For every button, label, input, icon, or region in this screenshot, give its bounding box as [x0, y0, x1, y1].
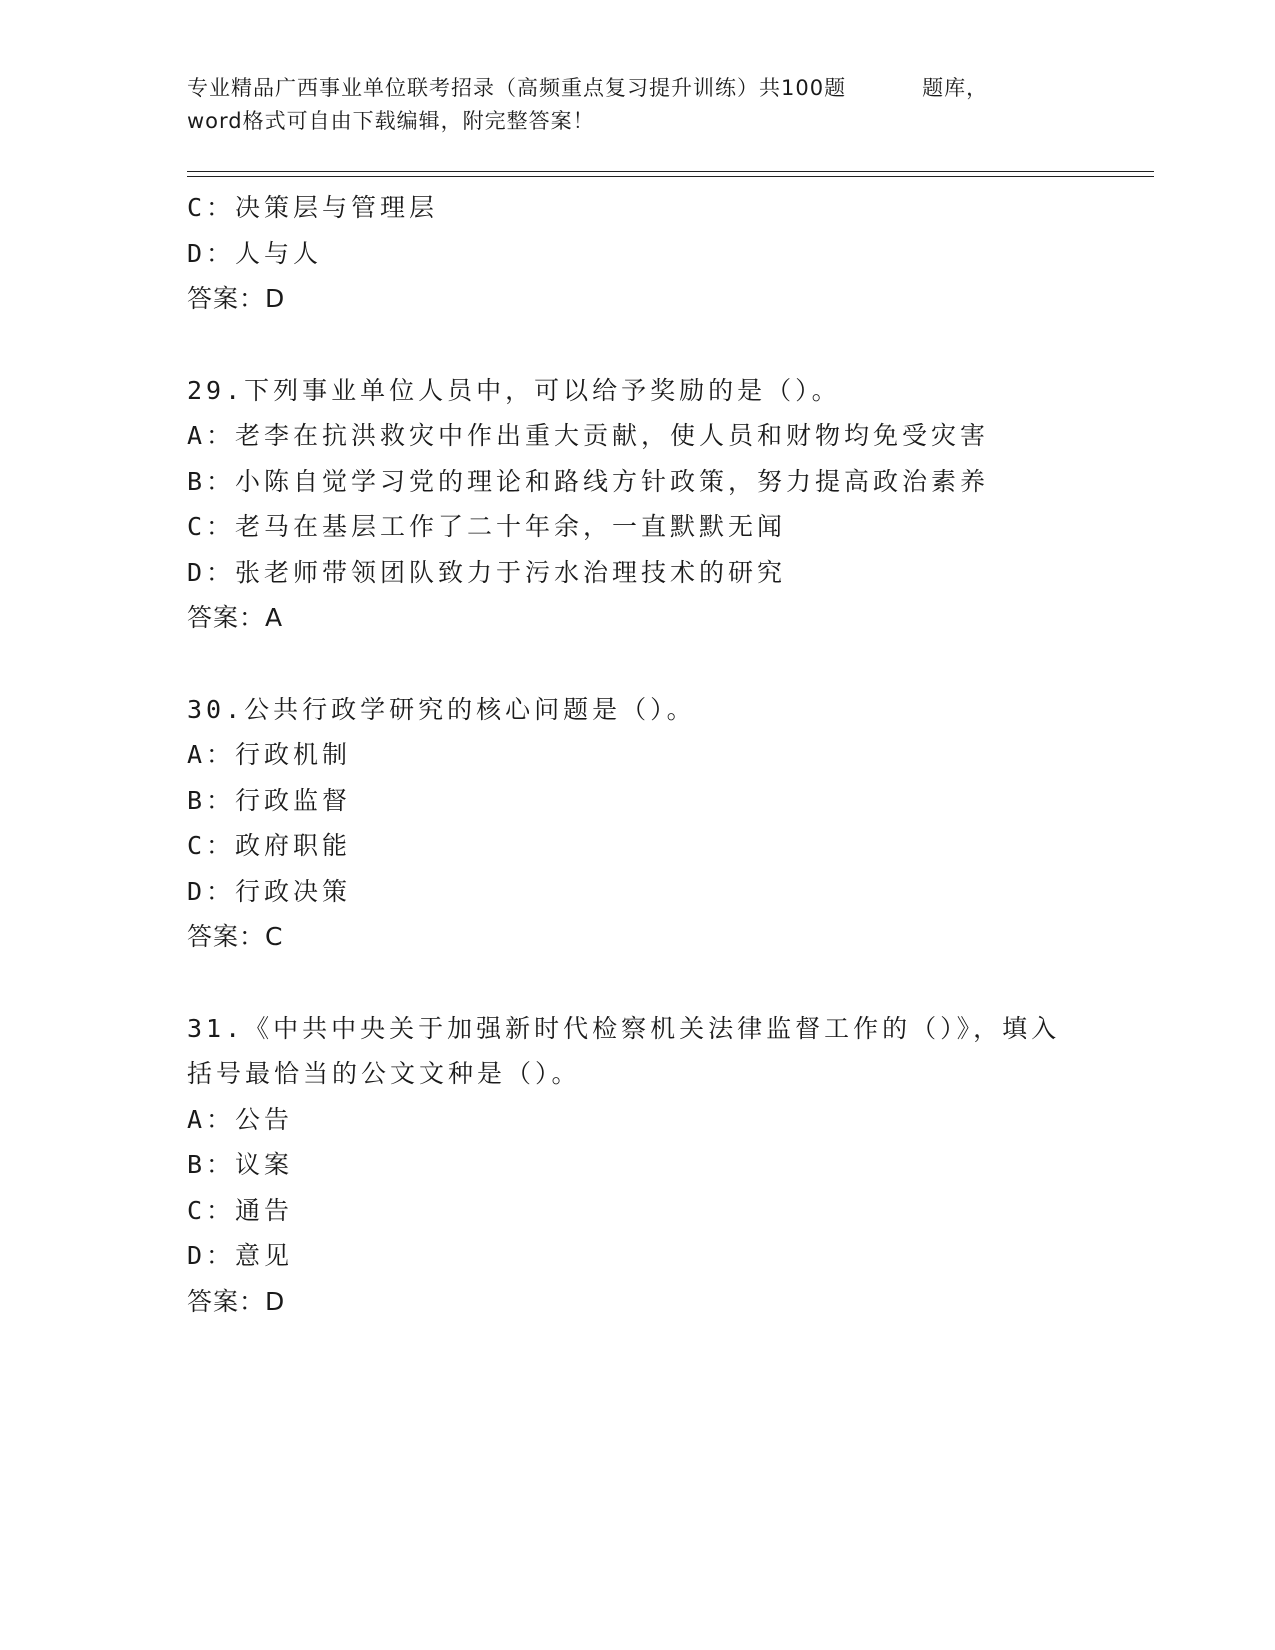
- option-d: D：人与人: [187, 238, 323, 268]
- question-stem-line-2: 括号最恰当的公文文种是（）。: [187, 1059, 581, 1088]
- option-c: C：通告: [187, 1195, 294, 1225]
- question-stem-line-1: 31.《中共中央关于加强新时代检察机关法律监督工作的（）》，填入: [187, 1013, 1061, 1043]
- option-c: C：政府职能: [187, 831, 352, 860]
- question-block-31: [187, 1006, 1087, 1325]
- question-stem: 29.下列事业单位人员中，可以给予奖励的是（）。: [187, 375, 841, 405]
- option-a: A：公告: [187, 1104, 294, 1134]
- answer-line: 答案：D: [187, 1286, 286, 1316]
- header-line-2: word格式可自由下载编辑，附完整答案！: [187, 109, 595, 133]
- option-a: A：行政机制: [187, 740, 352, 769]
- answer-line: 答案：C: [187, 922, 284, 951]
- answer-line: 答案：A: [187, 603, 284, 632]
- header-title: 专业精品广西事业单位联考招录（高频重点复习提升训练）共100题: [187, 76, 847, 100]
- question-block-29: [187, 368, 1087, 641]
- question-block-30: [187, 687, 1087, 960]
- option-d: D：张老师带领团队致力于污水治理技术的研究: [187, 557, 787, 587]
- header-rule-bottom: [187, 176, 1154, 177]
- option-b: B：行政监督: [187, 785, 352, 815]
- option-b: B：小陈自觉学习党的理论和路线方针政策，努力提高政治素养: [187, 466, 990, 496]
- header-line-1: [187, 72, 1087, 105]
- document-header: [187, 72, 1087, 138]
- option-d: D：行政决策: [187, 876, 352, 906]
- option-c: C：老马在基层工作了二十年余，一直默默无闻: [187, 512, 787, 541]
- option-d: D：意见: [187, 1241, 294, 1270]
- question-list: [187, 185, 1087, 1324]
- header-rule-top: [187, 171, 1154, 172]
- option-c: C：决策层与管理层: [187, 193, 439, 222]
- answer-line: 答案：D: [187, 284, 286, 313]
- question-block-prev: [187, 185, 1087, 322]
- option-b: B：议案: [187, 1150, 294, 1179]
- question-stem: 30.公共行政学研究的核心问题是（）。: [187, 694, 696, 724]
- header-title-tail: 题库，: [922, 76, 989, 100]
- option-a: A：老李在抗洪救灾中作出重大贡献，使人员和财物均免受灾害: [187, 421, 990, 450]
